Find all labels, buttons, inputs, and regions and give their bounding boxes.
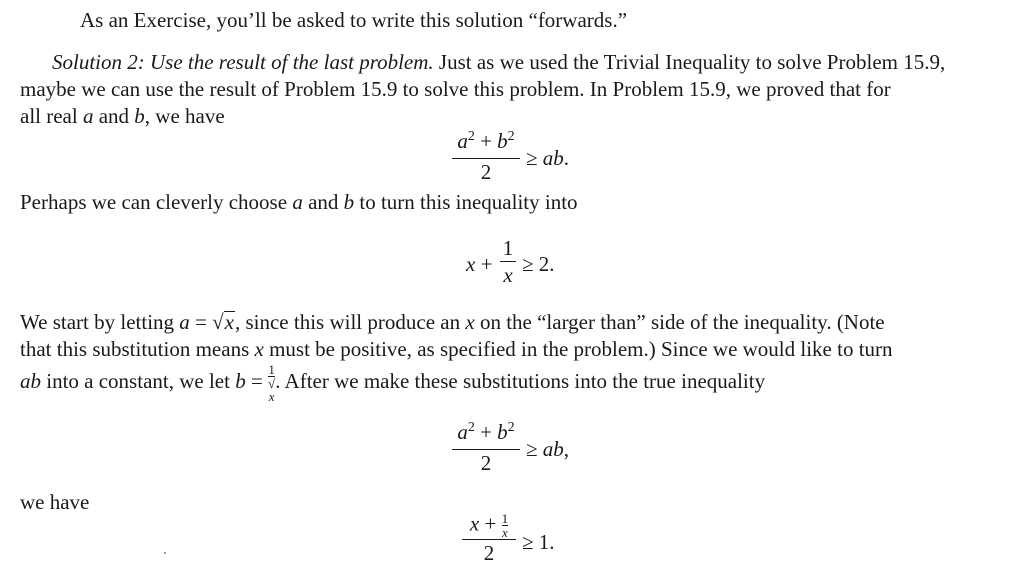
equation-4-fraction: x + $\frac{1}{x}$ 2 [462,512,516,566]
we-have-text: we have [20,490,90,514]
equation-2-rhs: ≥ 2. [522,252,555,276]
scan-speck [164,552,166,554]
equation-4-rhs: ≥ 1. [522,530,555,554]
equation-2-lhs: x + [466,252,493,276]
equation-3-rhs: ≥ ab, [526,437,570,461]
equation-3-fraction: $a^2 + b^2$ 2 [452,419,520,476]
inline-fraction: 1 √ x [268,362,276,404]
equation-1-rhs: ≥ ab. [526,146,570,170]
solution-line-3: all real a and b, we have [20,104,225,128]
equation-2-fraction: 1 x [500,235,516,288]
paragraph-3-line-3: ab into a constant, we let b = 1 √ x . After we make these substitutions into the true inequality [20,362,766,404]
sqrt-symbol: √x [212,310,234,334]
solution-text: Just as we used the Trivial Inequality to solve Problem 15.9, [433,50,946,74]
equation-1-fraction: $a^2 + b^2$ 2 [452,128,520,185]
paragraph-2: Perhaps we can cleverly choose a and b to turn this inequality into [20,190,578,214]
solution-label: Solution 2: Use the result of the last problem. [52,50,434,74]
paragraph-3-line-2: that this substitution means x must be positive, as specified in the problem.) Since we would like to turn [20,337,893,361]
solution-line-1 [52,49,945,75]
paragraph-3-line-1: We start by letting a = √x, since this will produce an x on the “larger than” side of the inequality. (Note [20,310,885,334]
exercise-note: As an Exercise, you’ll be asked to write this solution “forwards.” [80,8,628,32]
solution-line-2: maybe we can use the result of Problem 15.9 to solve this problem. In Problem 15.9, we proved that for [20,77,891,101]
